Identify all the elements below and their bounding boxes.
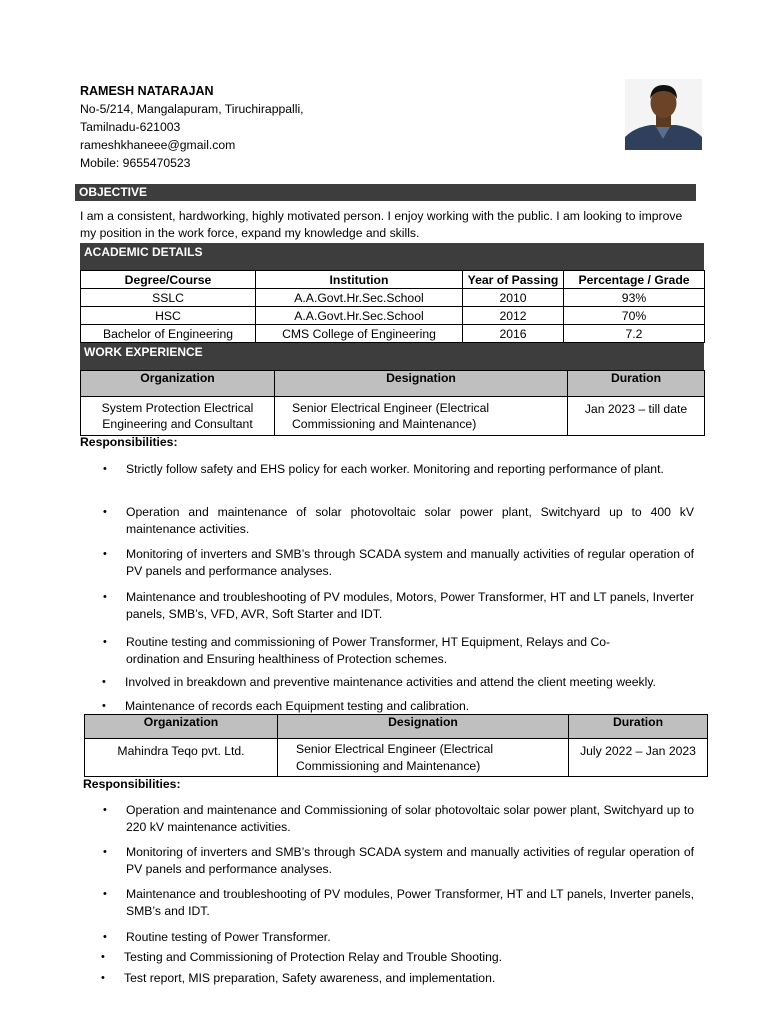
table-cell: CMS College of Engineering [256, 325, 463, 343]
academic-heading: ACADEMIC DETAILS [80, 243, 704, 270]
table-cell: 70% [564, 307, 705, 325]
list-item: • Routine testing of Power Transformer. [126, 929, 694, 946]
list-item: • Strictly follow safety and EHS policy for each worker. Monitoring and reporting performance of plant. [126, 461, 694, 478]
table-cell: 2010 [463, 289, 564, 307]
list-item: • Maintenance and troubleshooting of PV modules, Power Transformer, HT and LT panels, Inverter panels, SMB’s and IDT. [126, 886, 694, 920]
work-col-organization: Organization [81, 371, 275, 397]
table-cell: A.A.Govt.Hr.Sec.School [256, 307, 463, 325]
job-1-table [80, 370, 705, 436]
profile-photo [625, 79, 702, 150]
table-row [81, 307, 705, 325]
objective-text: I am a consistent, hardworking, highly motivated person. I enjoy working with the public. I am looking to improve my position in the work force, expand my knowledge and skills. [80, 209, 683, 240]
table-cell: HSC [81, 307, 256, 325]
list-item: • Maintenance and troubleshooting of PV modules, Motors, Power Transformer, HT and LT panels, Inverter panels, SMB’s, VFD, AVR, Soft Starter and IDT. [126, 589, 694, 623]
table-cell: 93% [564, 289, 705, 307]
work-col-designation: Designation [275, 371, 568, 397]
job-2-resp-label: Responsibilities: [83, 777, 181, 791]
job-1-organization: System Protection Electrical Engineering and Consultant [81, 397, 275, 436]
mobile: Mobile: 9655470523 [80, 156, 191, 170]
work-col-designation: Designation [278, 715, 569, 739]
job-1-resp-label: Responsibilities: [80, 435, 178, 449]
table-row [85, 739, 708, 777]
table-cell: A.A.Govt.Hr.Sec.School [256, 289, 463, 307]
candidate-name: RAMESH NATARAJAN [80, 84, 214, 98]
address-line-2: Tamilnadu-621003 [80, 120, 181, 134]
academic-col-grade: Percentage / Grade [564, 271, 705, 289]
table-cell: 2012 [463, 307, 564, 325]
list-item: • Operation and maintenance and Commissioning of solar photovoltaic solar power plant, Switchyard up to 220 kV maintenance activities. [126, 802, 694, 836]
academic-col-degree: Degree/Course [81, 271, 256, 289]
job-1-duration: Jan 2023 – till date [568, 397, 705, 436]
job-1-designation: Senior Electrical Engineer (Electrical Commissioning and Maintenance) [275, 397, 568, 436]
work-col-duration: Duration [568, 371, 705, 397]
job-2-designation: Senior Electrical Engineer (Electrical Commissioning and Maintenance) [278, 739, 569, 777]
table-cell: 7.2 [564, 325, 705, 343]
work-heading: WORK EXPERIENCE [80, 343, 704, 370]
job-2-duration: July 2022 – Jan 2023 [569, 739, 708, 777]
academic-col-institution: Institution [256, 271, 463, 289]
objective-heading: OBJECTIVE [75, 184, 696, 201]
list-item: • Monitoring of inverters and SMB’s through SCADA system and manually activities of regular operation of PV panels and performance analyses. [126, 844, 694, 878]
list-item: • Monitoring of inverters and SMB’s through SCADA system and manually activities of regular operation of PV panels and performance analyses. [126, 546, 694, 580]
table-row [81, 289, 705, 307]
list-item: • Operation and maintenance of solar photovoltaic solar power plant, Switchyard up to 400 kV maintenance activities. [126, 504, 694, 538]
table-row [81, 325, 705, 343]
work-col-duration: Duration [569, 715, 708, 739]
job-2-table [84, 714, 708, 777]
list-item: • Test report, MIS preparation, Safety awareness, and implementation. [124, 970, 692, 987]
list-item: • Routine testing and commissioning of Power Transformer, HT Equipment, Relays and Co-ordination and Ensuring healthiness of Protection schemes. [126, 634, 646, 668]
academic-table [80, 270, 705, 343]
academic-col-year: Year of Passing [463, 271, 564, 289]
list-item: • Testing and Commissioning of Protection Relay and Trouble Shooting. [124, 949, 692, 966]
table-cell: 2016 [463, 325, 564, 343]
job-2-organization: Mahindra Teqo pvt. Ltd. [85, 739, 278, 777]
table-cell: Bachelor of Engineering [81, 325, 256, 343]
address-line-1: No-5/214, Mangalapuram, Tiruchirappalli, [80, 102, 304, 116]
table-cell: SSLC [81, 289, 256, 307]
list-item: • Maintenance of records each Equipment testing and calibration. [125, 698, 693, 715]
table-row [81, 397, 705, 436]
email: rameshkhaneee@gmail.com [80, 138, 236, 152]
list-item: • Involved in breakdown and preventive maintenance activities and attend the client meeting weekly. [125, 674, 715, 691]
work-col-organization: Organization [85, 715, 278, 739]
